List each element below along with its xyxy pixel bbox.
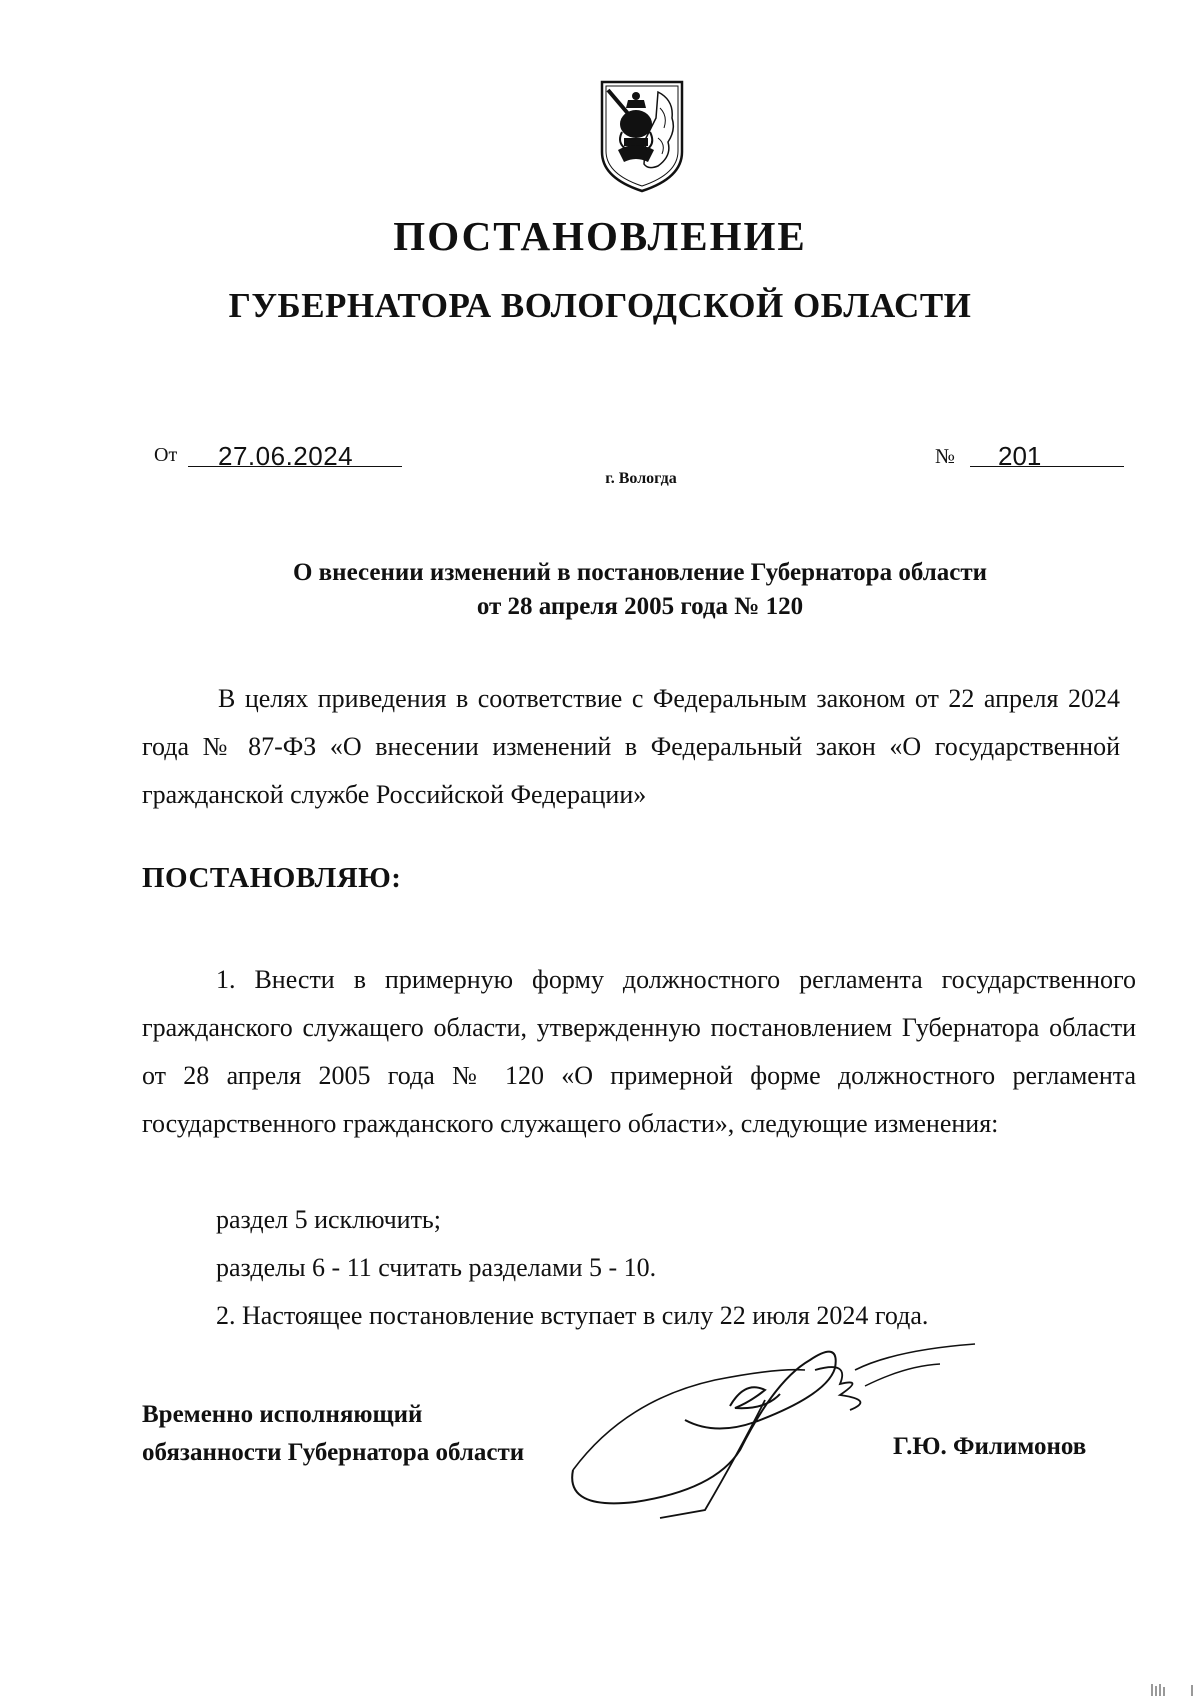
item-2-paragraph: 2. Настоящее постановление вступает в силу 22 июля 2024 года. [216,1301,929,1330]
date-prefix: От [154,444,178,466]
subject-line-2: от 28 апреля 2005 года № 120 [476,593,804,620]
subject-line-1: О внесении изменений в постановление Губернатора области [292,559,988,586]
number-prefix: № [935,444,956,468]
item-1-paragraph: 1. Внести в примерную форму должностного регламента государственного гражданского служащего области, утвержденную постановлением Губернатора области от 28 апреля 2005 года № 120 «О примерной форме должностного регламента государственного гражданского служащего области», следующие изменения: [142,965,1136,1138]
preamble-paragraph: В целях приведения в соответствие с Федеральным законом от 22 апреля 2024 года № 87-ФЗ «О внесении изменений в Федеральный закон «О государственной гражданской службе Российской Федерации» [142,684,1120,809]
decree-heading: ПОСТАНОВЛЯЮ: [142,862,402,894]
handwritten-signature-icon [565,1340,995,1520]
document-date: 27.06.2024 [218,441,354,471]
coat-of-arms-icon [598,78,686,194]
city-label: г. Вологда [605,470,677,487]
item-1-change-a: раздел 5 исключить; [216,1205,442,1234]
document-subject [200,556,1080,624]
issuer-title: ГУБЕРНАТОРА ВОЛОГОДСКОЙ ОБЛАСТИ [228,286,972,325]
signatory-position-line-1: Временно исполняющий [142,1401,423,1428]
signatory-position-line-2: обязанности Губернатора области [142,1439,525,1466]
item-1-change-b: разделы 6 - 11 считать разделами 5 - 10. [216,1253,657,1282]
number-underline [970,466,1124,467]
document-type-title: ПОСТАНОВЛЕНИЕ [393,213,807,259]
document-number: 201 [998,441,1042,471]
signatory-position [142,1396,524,1472]
signatory-name: Г.Ю. Филимонов [893,1433,1087,1460]
scan-edge-mark [1150,1682,1194,1696]
